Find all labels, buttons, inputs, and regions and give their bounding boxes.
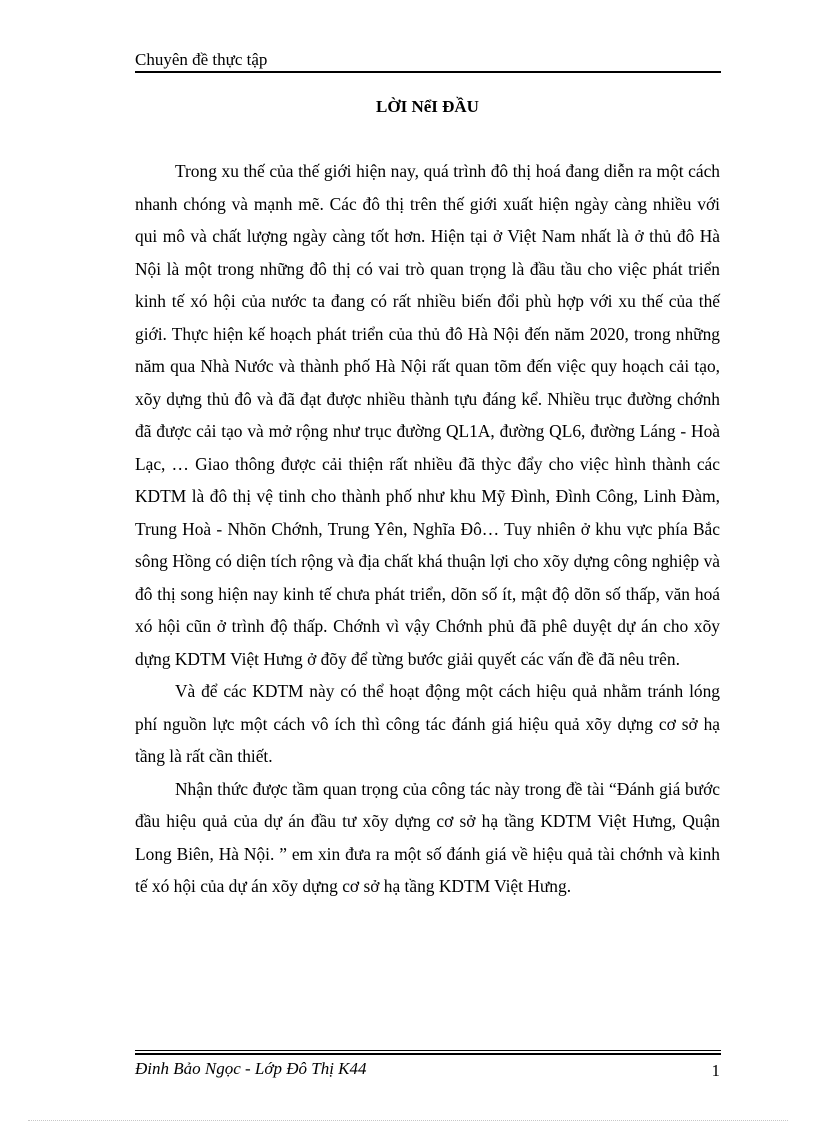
footer-author: Đinh Bảo Ngọc - Lớp Đô Thị K44	[135, 1059, 367, 1078]
page-edge-divider	[28, 1120, 788, 1121]
page-title: LỜI NểI ĐẦU	[376, 97, 479, 116]
footer-rule-thin	[135, 1050, 721, 1051]
footer-rule-thick	[135, 1053, 721, 1055]
page-number: 1	[711, 1061, 720, 1080]
paragraph-3: Nhận thức được tầm quan trọng của công tác này trong đề tài “Đánh giá bước đầu hiệu quả của dự án đầu tư xõy dựng cơ sở hạ tầng KDTM Việt Hưng, Quận Long Biên, Hà Nội. ” em xin đưa ra một số đánh giá về hiệu quả tài chớnh và kinh tế xó hội của dự án xõy dựng cơ sở hạ tầng KDTM Việt Hưng.	[135, 778, 720, 896]
body-text	[135, 155, 720, 903]
header-rule	[135, 71, 721, 73]
paragraph-1: Trong xu thế của thế giới hiện nay, quá trình đô thị hoá đang diễn ra một cách nhanh chóng và mạnh mẽ. Các đô thị trên thế giới xuất hiện ngày càng nhiều với qui mô và chất lượng ngày càng tốt hơn. Hiện tại ở Việt Nam nhất là ở thủ đô Hà Nội là một trong những đô thị có vai trò quan trọng là đầu tầu cho việc phát triển kinh tế xó hội của nước ta đang có rất nhiều biến đổi phù hợp với xu thế của thế giới. Thực hiện kế hoạch phát triển của thủ đô Hà Nội đến năm 2020, trong những năm qua Nhà Nước và thành phố Hà Nội rất quan tõm đến việc quy hoạch cải tạo, xõy dựng thủ đô và đã đạt được nhiều thành tựu đáng kể. Nhiều trục đường chớnh đã được cải tạo và mở rộng như trục đường QL1A, đường QL6, đường Láng - Hoà Lạc, … Giao thông được cải thiện rất nhiều đã thỳc đẩy cho việc hình thành các KDTM là đô thị vệ tinh cho thành phố như khu Mỹ Đình, Đình Công, Linh Đàm, Trung Hoà - Nhõn Chớnh, Trung Yên, Nghĩa Đô… Tuy nhiên ở khu vực phía Bắc sông Hồng có diện tích rộng và địa chất khá thuận lợi cho xõy dựng công nghiệp và đô thị song hiện nay kinh tế chưa phát triển, dõn số ít, mật độ dõn số thấp, văn hoá xó hội cũn ở trình độ thấp. Chớnh vì vậy Chớnh phủ đã phê duyệt dự án cho xõy dựng KDTM Việt Hưng ở đõy để từng bước giải quyết các vấn đề đã nêu trên.	[135, 161, 720, 669]
running-header: Chuyên đề thực tập	[135, 50, 268, 69]
paragraph-2: Và để các KDTM này có thể hoạt động một cách hiệu quả nhằm tránh lóng phí nguồn lực một cách vô ích thì công tác đánh giá hiệu quả xõy dựng cơ sở hạ tầng là rất cần thiết.	[135, 681, 720, 766]
